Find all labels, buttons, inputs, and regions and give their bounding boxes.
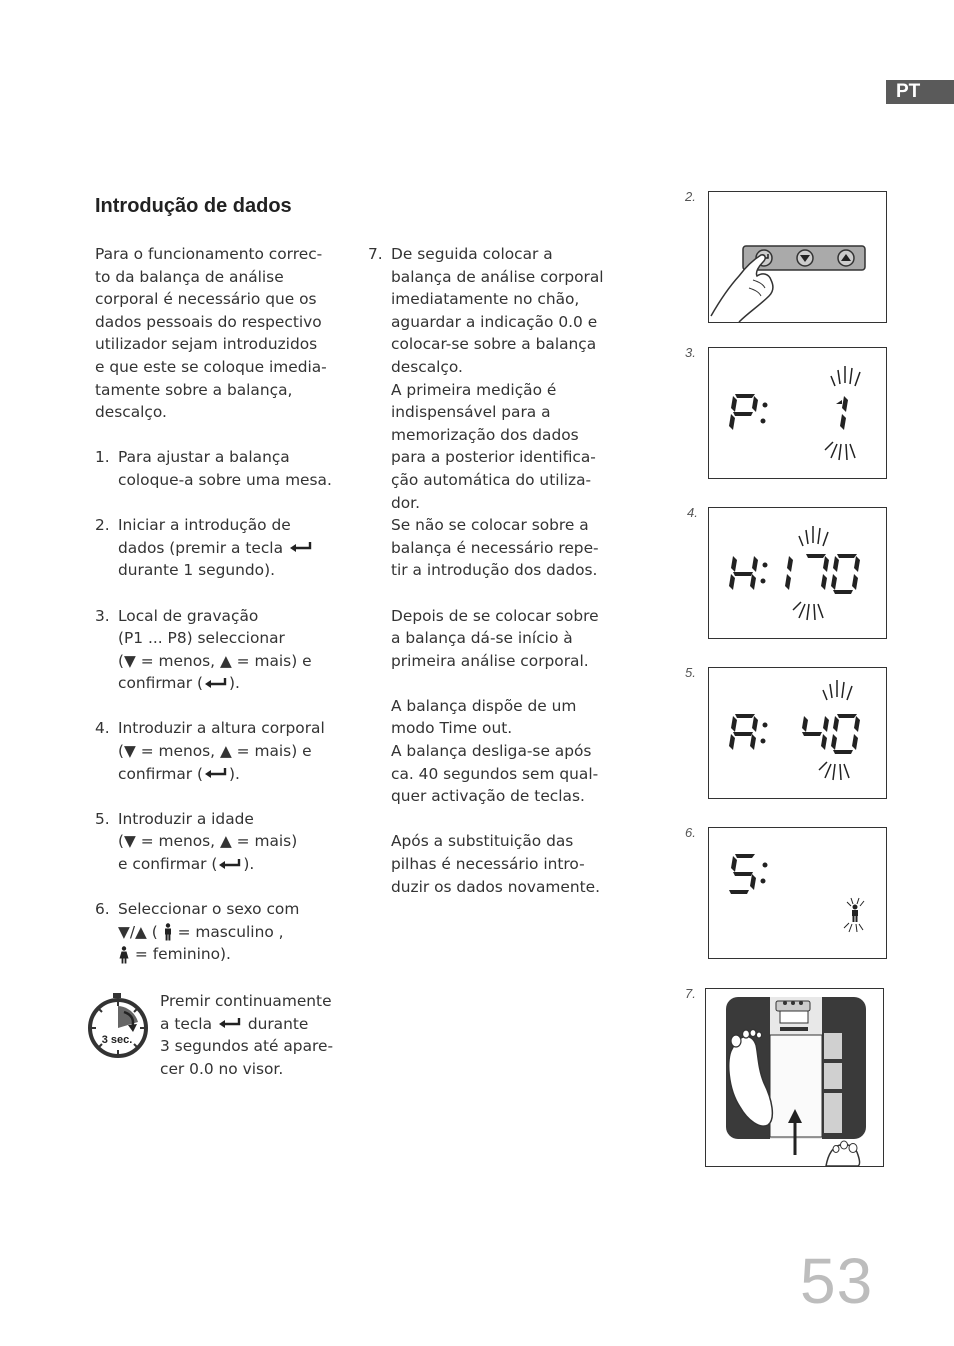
step-line: (▼ = menos, ▲ = mais) [118,832,298,851]
text-line: duzir os dados novamente. [391,877,601,896]
female-icon [118,946,130,964]
text-line: tir a introdução dos dados. [391,561,598,580]
step-number: 6. [95,900,110,919]
button-panel-illustration [709,192,886,322]
step-2 [95,514,345,582]
text-line: quer activação de teclas. [391,787,585,806]
step-number: 1. [95,448,110,467]
step-line: ). [243,855,255,874]
figure-label-4: 4. [687,505,698,520]
step-line: durante 1 segundo). [118,561,275,580]
tip-line: Premir continuamente [160,992,332,1010]
language-tab: PT [886,80,954,104]
text-line: ca. 40 segundos sem qual- [391,764,599,783]
figure-label-3: 3. [685,345,696,360]
step-line: confirmar ( [118,764,204,783]
step-number: 5. [95,809,110,828]
male-symbol-icon [844,898,864,932]
text-line: dor. [391,493,420,512]
step-line: colocar-se sobre a balança [391,335,597,354]
intro-line: corporal é necessário que os [95,290,317,309]
figure-display-p1 [708,347,887,479]
figure-display-age [708,667,887,799]
step-line: aguardar a indicação 0.0 e [391,312,598,331]
section-heading: Introdução de dados [95,195,292,217]
step-line: confirmar ( [118,674,204,693]
enter-key-icon [288,541,314,555]
stopwatch-icon [84,992,150,1058]
step-1 [95,446,345,491]
step-line: descalço. [391,357,463,376]
enter-key-icon [203,677,229,691]
step-number: 7. [368,245,383,263]
step-line: Seleccionar o sexo com [118,900,300,919]
figure-label-7: 7. [685,986,696,1001]
intro-line: dados pessoais do respectivo [95,312,322,331]
text-line: A balança dispõe de um [391,696,577,715]
figure-display-sex [708,827,887,959]
step-line: Para ajustar a balança [118,448,290,467]
text-line: A primeira medição é [391,380,557,399]
intro-line: descalço. [95,403,167,422]
text-line: primeira análise corporal. [391,651,589,670]
enter-key-icon [203,767,229,781]
scale-illustration [706,989,883,1166]
step-line: (P1 ... P8) seleccionar [118,629,285,648]
step-5 [95,808,345,876]
figure-label-5: 5. [685,665,696,680]
step-line: ). [229,674,240,693]
middle-column [368,243,618,898]
lcd-display-sex [709,828,886,958]
step-line: Introduzir a altura corporal [118,719,325,738]
text-line: A balança desliga-se após [391,742,592,761]
text-line: Após a substituição das [391,832,574,851]
enter-key-icon [217,858,243,872]
text-line: ção automática do utiliza- [391,470,592,489]
lcd-display-height [709,508,886,638]
step-line: Local de gravação [118,606,259,625]
intro-line: e que este se coloque imedia- [95,357,327,376]
tip-line: cer 0.0 no visor. [160,1059,284,1078]
lcd-display-p1 [709,348,886,478]
intro-line: Para o funcionamento correc- [95,245,323,263]
step-line: imediatamente no chão, [391,290,580,309]
step-line: ▼/▲ ( [118,922,158,941]
step-line: balança de análise corporal [391,267,604,286]
figure-display-height [708,507,887,639]
step-line: De seguida colocar a [391,245,553,263]
step-number: 3. [95,606,110,625]
step-line: e confirmar ( [118,855,218,874]
figure-label-6: 6. [685,825,696,840]
figure-label-2: 2. [685,189,696,204]
figure-scale-feet [705,988,884,1167]
step-line: ). [229,764,240,783]
intro-line: tamente sobre a balança, [95,380,293,399]
tip-line: 3 segundos até apare- [160,1037,334,1056]
step-number: 4. [95,719,110,738]
tip-line: a tecla [160,1014,212,1033]
text-line: pilhas é necessário intro- [391,855,585,874]
intro-line: utilizador sejam introduzidos [95,335,318,354]
left-column [95,243,345,966]
step-line: dados (premir a tecla [118,538,284,557]
text-line: Se não se colocar sobre a [391,516,589,535]
step-line: (▼ = menos, ▲ = mais) e [118,742,312,761]
text-line: memorização dos dados [391,425,579,444]
text-line: a balança dá-se início à [391,629,573,648]
step-line: coloque-a sobre uma mesa. [118,470,332,489]
text-line: indispensável para a [391,403,551,422]
text-line: balança é necessário repe- [391,538,599,557]
text-line: Depois de se colocar sobre [391,606,599,625]
step-7 [368,243,618,379]
step-line: = feminino). [134,945,231,964]
text-line: modo Time out. [391,719,513,738]
text-line: para a posterior identifica- [391,448,596,467]
step-line: Introduzir a idade [118,809,254,828]
step-6 [95,898,345,966]
page-number: 53 [800,1245,874,1317]
enter-key-icon [217,1017,243,1031]
step-line: Iniciar a introdução de [118,516,291,535]
step-line: = masculino , [177,922,284,941]
stopwatch-label: 3 sec. [101,1034,133,1046]
tip-line: durante [247,1014,309,1033]
male-icon [163,923,173,941]
figure-button-panel [708,191,887,323]
intro-line: to da balança de análise [95,267,284,286]
step-line: (▼ = menos, ▲ = mais) e [118,651,312,670]
step-3 [95,605,345,695]
step-number: 2. [95,516,110,535]
lcd-display-age [709,668,886,798]
step-4 [95,717,345,785]
